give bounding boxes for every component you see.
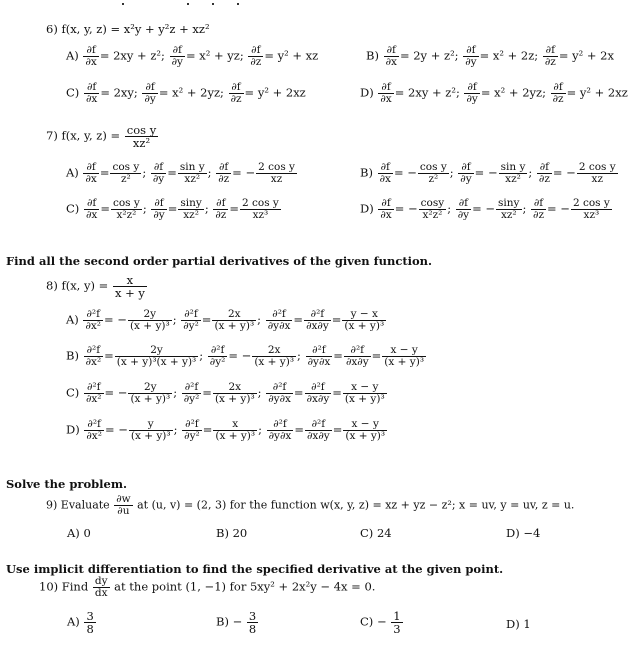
section-heading-implicit: Use implicit differentiation to find the specified derivative at the given point. <box>6 562 504 576</box>
q8-option-d[interactable]: D) $\frac{\text{∂²f}}{\text{∂x²}}$ = − $\frac{y}{\text{(x + y)³}}$ ; $\frac{\text{∂²f}}{\text{∂y²}}$ = $\frac{x}{\text{(x + y)³}}$ ; $\frac{\text{∂²f}}{\partial y\partial x}$ = $\frac{\text{∂²f}}{\partial x\partial y}$ = $\frac{x - y}{\text{(x + y)³}}$ <box>66 418 386 443</box>
q10-stem: 10) Find $\frac{dy}{dx}$ at the point (1, −1) for 5xy² + 2x²y − 4x = 0. <box>39 575 376 600</box>
q6-option-a[interactable]: A) $\frac{\partial f}{\partial x}$ = 2xy + z²; $\frac{\partial f}{\partial y}$ = x² + yz; $\frac{\partial f}{\partial z}$ = y² + xz <box>66 44 319 69</box>
q10-option-a[interactable]: A) $\frac{3}{8}$ <box>67 609 94 637</box>
q10-option-c[interactable]: C) − $\frac{1}{3}$ <box>360 609 401 637</box>
q10-option-d[interactable]: D) 1 <box>506 617 531 631</box>
q6-stem: 6) f(x, y, z) = x²y + y²z + xz² <box>46 22 210 36</box>
q6-option-c[interactable]: C) $\frac{\partial f}{\partial x}$ = 2xy; $\frac{\partial f}{\partial y}$ = x² + 2yz; $\frac{\partial f}{\partial z}$ = y² + 2xz <box>66 81 306 106</box>
q9-option-b[interactable]: B) 20 <box>216 526 248 540</box>
q6-option-b[interactable]: B) $\frac{\partial f}{\partial x}$ = 2y + z²; $\frac{\partial f}{\partial y}$ = x² + 2z; $\frac{\partial f}{\partial z}$ = y² + 2x <box>366 44 614 69</box>
q7-option-d[interactable]: D) $\frac{\partial f}{\partial x}$ = − $\frac{\cos y}{\text{x²z²}}$ ; $\frac{\partial f}{\partial y}$ = − $\frac{\sin y}{\text{xz²}}$ ; $\frac{\partial f}{\partial z}$ = − $\frac{\text{2 cos y}}{\text{xz³}}$ <box>360 197 610 222</box>
q8-option-c[interactable]: C) $\frac{\text{∂²f}}{\text{∂x²}}$ = − $\frac{2y}{\text{(x + y)³}}$ ; $\frac{\text{∂²f}}{\text{∂y²}}$ = $\frac{2x}{\text{(x + y)³}}$ ; $\frac{\text{∂²f}}{\partial y\partial x}$ = $\frac{\text{∂²f}}{\partial x\partial y}$ = $\frac{x - y}{\text{(x + y)³}}$ <box>66 381 385 406</box>
q9-option-d[interactable]: D) −4 <box>506 526 541 540</box>
q9-option-c[interactable]: C) 24 <box>360 526 392 540</box>
q8-stem: 8) f(x, y) = $\frac{x}{x + y}$ <box>46 273 145 301</box>
q7-option-a[interactable]: A) $\frac{\partial f}{\partial x}$ = $\frac{\text{cos y}}{\text{z²}}$ ; $\frac{\partial f}{\partial y}$ = $\frac{\text{sin y}}{\text{xz²}}$ ; $\frac{\partial f}{\partial z}$ = − $\frac{\text{2 cos y}}{xz}$ <box>66 161 295 186</box>
q9-option-a[interactable]: A) 0 <box>67 526 91 540</box>
q9-stem: 9) Evaluate $\frac{\partial w}{\partial u}$ at (u, v) = (2, 3) for the function w(x, y, z) = xz + yz − z²; x = uv, y = uv, z = u. <box>46 493 575 518</box>
q7-stem: 7) f(x, y, z) = $\frac{\text{cos y}}{\text{xz²}}$ <box>46 123 157 151</box>
q8-option-a[interactable]: A) $\frac{\text{∂²f}}{\text{∂x²}}$ = − $\frac{2y}{\text{(x + y)³}}$ ; $\frac{\text{∂²f}}{\text{∂y²}}$ = $\frac{2x}{\text{(x + y)³}}$ ; $\frac{\text{∂²f}}{\partial y\partial x}$ = $\frac{\text{∂²f}}{\partial x\partial y}$ = $\frac{y - x}{\text{(x + y)³}}$ <box>66 308 385 333</box>
section-heading-solve: Solve the problem. <box>6 477 128 491</box>
q8-option-b[interactable]: B) $\frac{\text{∂²f}}{\text{∂x²}}$ = $\frac{2y}{\text{(x + y)³(x + y)³}}$ ; $\frac{\text{∂²f}}{\text{∂y²}}$ = − $\frac{2x}{\text{(x + y)³}}$ ; $\frac{\text{∂²f}}{\partial y\partial x}$ = $\frac{\text{∂²f}}{\partial x\partial y}$ = $\frac{x - y}{\text{(x + y)³}}$ <box>66 344 425 369</box>
q7-option-c[interactable]: C) $\frac{\partial f}{\partial x}$ = $\frac{\text{cos y}}{\text{x²z²}}$ ; $\frac{\partial f}{\partial y}$ = $\frac{\sin y}{\text{xz²}}$ ; $\frac{\partial f}{\partial z}$ = $\frac{\text{2 cos y}}{\text{xz³}}$ <box>66 197 279 222</box>
q7-option-b[interactable]: B) $\frac{\partial f}{\partial x}$ = − $\frac{\text{cos y}}{\text{z²}}$ ; $\frac{\partial f}{\partial y}$ = − $\frac{\text{sin y}}{\text{xz²}}$ ; $\frac{\partial f}{\partial z}$ = − $\frac{\text{2 cos y}}{xz}$ <box>360 161 616 186</box>
q10-option-b[interactable]: B) − $\frac{3}{8}$ <box>216 609 257 637</box>
section-heading-second-order: Find all the second order partial derivatives of the given function. <box>6 254 433 268</box>
q6-option-d[interactable]: D) $\frac{\partial f}{\partial x}$ = 2xy + z²; $\frac{\partial f}{\partial y}$ = x² + 2yz; $\frac{\partial f}{\partial z}$ = y² + 2xz <box>360 81 628 106</box>
